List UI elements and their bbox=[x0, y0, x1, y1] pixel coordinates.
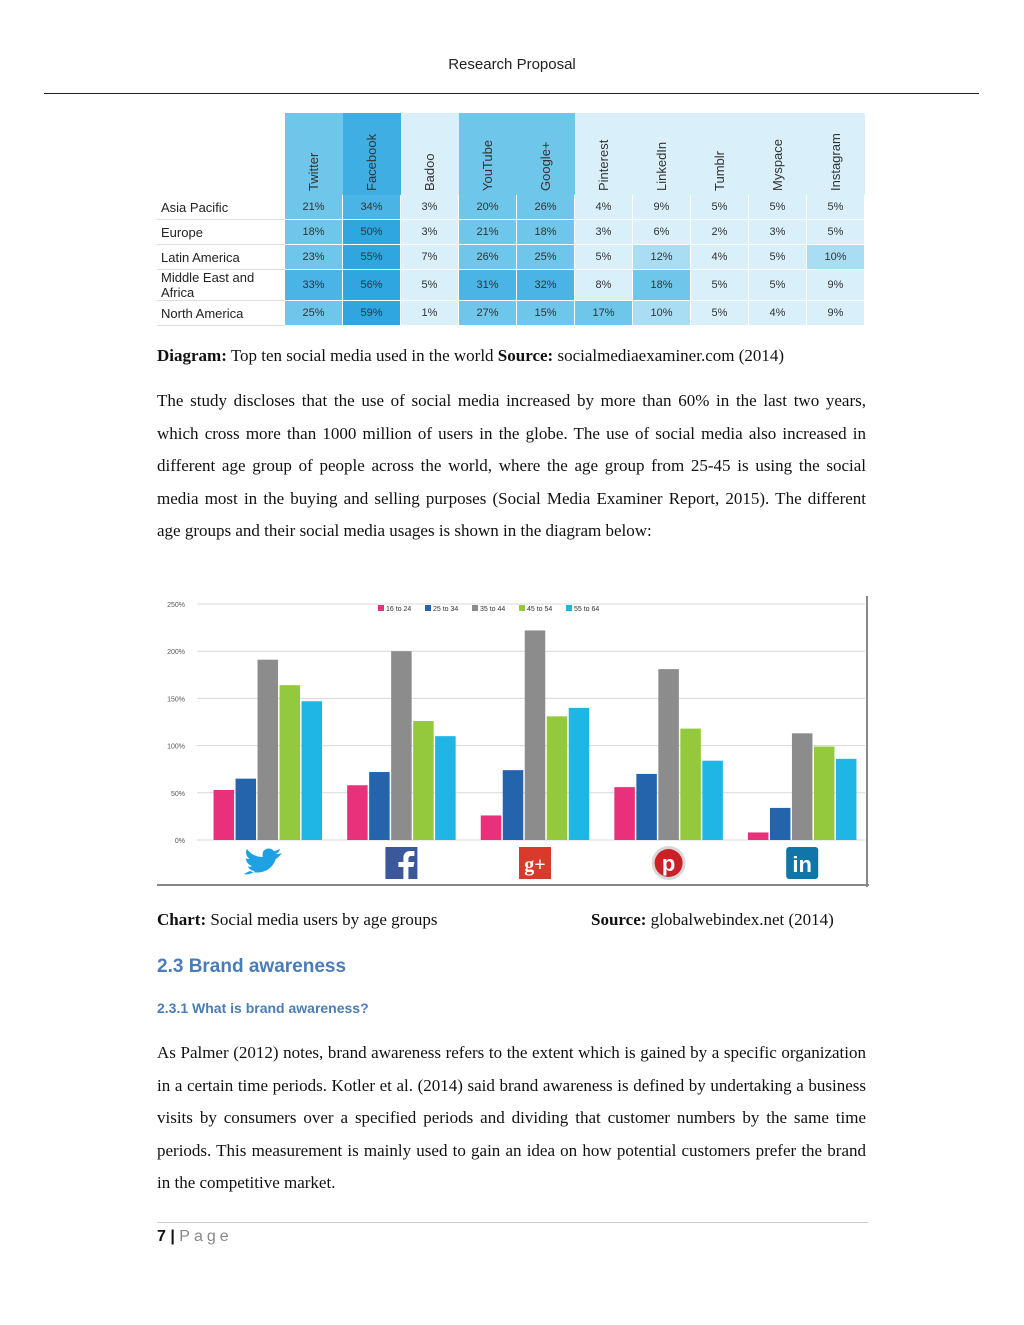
google-plus-icon bbox=[519, 847, 551, 879]
chart-caption-label: Chart: bbox=[157, 910, 207, 929]
table-cell: 15% bbox=[517, 301, 575, 326]
column-header bbox=[285, 113, 343, 195]
bar bbox=[435, 736, 456, 840]
column-header-label: YouTube bbox=[479, 139, 495, 191]
column-header-label: Facebook bbox=[363, 133, 379, 191]
table-row bbox=[157, 195, 865, 220]
column-header-label: Google+ bbox=[537, 141, 553, 191]
table-cell: 55% bbox=[343, 245, 401, 270]
table-cell: 26% bbox=[459, 245, 517, 270]
bar bbox=[814, 747, 835, 840]
y-tick-label: 250% bbox=[167, 602, 185, 609]
subsection-heading: 2.3.1 What is brand awareness? bbox=[157, 1000, 369, 1016]
column-header bbox=[517, 113, 575, 195]
table-cell: 18% bbox=[633, 270, 691, 301]
page-footer bbox=[157, 1228, 233, 1246]
bar bbox=[302, 701, 323, 840]
table-caption bbox=[157, 346, 784, 366]
table-cell: 9% bbox=[807, 270, 865, 301]
table-cell: 23% bbox=[285, 245, 343, 270]
age-group-chart bbox=[157, 596, 869, 887]
table-corner bbox=[157, 113, 285, 195]
bar bbox=[525, 630, 546, 840]
table-cell: 5% bbox=[807, 220, 865, 245]
row-region-label: North America bbox=[157, 301, 285, 326]
bar bbox=[347, 785, 368, 840]
row-region-label: Middle East and Africa bbox=[157, 270, 285, 301]
table-cell: 25% bbox=[285, 301, 343, 326]
page-word: Page bbox=[179, 1228, 233, 1245]
pinterest-icon-shape: p bbox=[661, 851, 676, 876]
footer-rule bbox=[157, 1222, 868, 1223]
table-cell: 4% bbox=[749, 301, 807, 326]
column-header-label: Instagram bbox=[827, 133, 843, 191]
table-cell: 5% bbox=[749, 245, 807, 270]
table-cell: 5% bbox=[807, 195, 865, 220]
table-cell: 21% bbox=[459, 220, 517, 245]
bar bbox=[836, 759, 857, 840]
bar bbox=[369, 772, 390, 840]
table-cell: 4% bbox=[575, 195, 633, 220]
table-cell: 18% bbox=[285, 220, 343, 245]
social-media-table bbox=[157, 113, 865, 326]
legend-label: 25 to 34 bbox=[433, 606, 459, 613]
chart-caption-source-text: globalwebindex.net (2014) bbox=[646, 910, 834, 929]
table-cell: 3% bbox=[401, 220, 459, 245]
legend-label: 35 to 44 bbox=[480, 606, 506, 613]
table-cell: 5% bbox=[749, 270, 807, 301]
table-cell: 9% bbox=[807, 301, 865, 326]
bar bbox=[569, 708, 590, 840]
chart-caption-text: Social media users by age groups bbox=[206, 910, 438, 929]
column-header bbox=[633, 113, 691, 195]
table-row bbox=[157, 270, 865, 301]
table-cell: 33% bbox=[285, 270, 343, 301]
google-plus-icon-shape: g+ bbox=[524, 854, 546, 876]
table-cell: 1% bbox=[401, 301, 459, 326]
y-tick-label: 100% bbox=[167, 743, 185, 751]
bar bbox=[547, 716, 568, 840]
caption-source-label: Source: bbox=[497, 346, 554, 365]
chart-svg bbox=[157, 596, 869, 887]
table-cell: 10% bbox=[807, 245, 865, 270]
table-cell: 50% bbox=[343, 220, 401, 245]
legend-swatch bbox=[425, 605, 431, 611]
bar bbox=[280, 685, 301, 840]
column-header bbox=[343, 113, 401, 195]
page-header: Research Proposal bbox=[448, 56, 576, 73]
bar bbox=[258, 660, 279, 840]
body-paragraph-1: The study discloses that the use of social media increased by more than 60% in the last two years, which cross more than 1000 million of users in the globe. The use of social media also increased in different age group of people across the world, where the age group from 25-45 is using the social media most in the buying and selling purposes (Social Media Examiner Report, 2015). The different age groups and their social media usages is shown in the diagram below: bbox=[157, 391, 866, 541]
table-cell: 59% bbox=[343, 301, 401, 326]
table-body bbox=[157, 195, 865, 326]
header-rule bbox=[44, 93, 979, 94]
bar bbox=[770, 808, 791, 840]
column-header-label: LinkedIn bbox=[653, 141, 669, 191]
bar bbox=[236, 779, 256, 840]
legend-swatch bbox=[566, 605, 572, 611]
bar bbox=[792, 733, 813, 840]
table-cell: 9% bbox=[633, 195, 691, 220]
table-cell: 3% bbox=[575, 220, 633, 245]
legend-swatch bbox=[472, 605, 478, 611]
column-header bbox=[401, 113, 459, 195]
y-tick-label: 150% bbox=[167, 696, 185, 704]
column-header bbox=[575, 113, 633, 195]
bar bbox=[413, 721, 434, 840]
table-cell: 7% bbox=[401, 245, 459, 270]
column-header-label: Tumblr bbox=[711, 151, 727, 191]
page-number: 7 bbox=[157, 1228, 166, 1245]
section-heading: 2.3 Brand awareness bbox=[157, 956, 347, 977]
table-cell: 27% bbox=[459, 301, 517, 326]
column-header bbox=[749, 113, 807, 195]
caption-source-text: socialmediaexaminer.com (2014) bbox=[553, 346, 785, 365]
legend-swatch bbox=[519, 605, 525, 611]
table-cell: 5% bbox=[575, 245, 633, 270]
bar bbox=[658, 669, 679, 840]
facebook-icon bbox=[385, 847, 417, 879]
table-cell: 26% bbox=[517, 195, 575, 220]
column-header-label: Pinterest bbox=[595, 139, 611, 191]
y-tick-label: 50% bbox=[170, 790, 185, 798]
table-cell: 5% bbox=[691, 195, 749, 220]
chart-caption-source bbox=[591, 910, 834, 930]
table-cell: 5% bbox=[401, 270, 459, 301]
table-cell: 32% bbox=[517, 270, 575, 301]
page-separator: | bbox=[165, 1228, 180, 1245]
chart-caption-source-label: Source: bbox=[591, 910, 647, 929]
bar bbox=[636, 774, 657, 840]
table-cell: 5% bbox=[691, 270, 749, 301]
column-header bbox=[691, 113, 749, 195]
row-region-label: Asia Pacific bbox=[157, 195, 285, 220]
table-header-row bbox=[157, 113, 865, 195]
table-cell: 31% bbox=[459, 270, 517, 301]
bar bbox=[214, 790, 235, 840]
pinterest-icon bbox=[652, 846, 686, 880]
table-cell: 3% bbox=[401, 195, 459, 220]
bar bbox=[748, 832, 769, 840]
caption-text: Top ten social media used in the world bbox=[226, 346, 498, 365]
y-tick-label: 0% bbox=[174, 838, 185, 845]
table-cell: 12% bbox=[633, 245, 691, 270]
table-cell: 17% bbox=[575, 301, 633, 326]
legend-label: 16 to 24 bbox=[386, 606, 412, 613]
table-cell: 10% bbox=[633, 301, 691, 326]
legend-swatch bbox=[378, 605, 384, 611]
table-cell: 2% bbox=[691, 220, 749, 245]
table-cell: 6% bbox=[633, 220, 691, 245]
column-header-label: Twitter bbox=[305, 152, 321, 191]
row-region-label: Europe bbox=[157, 220, 285, 245]
bar bbox=[702, 761, 723, 840]
table-cell: 20% bbox=[459, 195, 517, 220]
table-cell: 34% bbox=[343, 195, 401, 220]
table-cell: 25% bbox=[517, 245, 575, 270]
table-cell: 5% bbox=[691, 301, 749, 326]
linkedin-icon bbox=[786, 847, 818, 879]
caption-label: Diagram: bbox=[157, 346, 227, 365]
column-header-label: Myspace bbox=[769, 138, 785, 191]
bar bbox=[391, 651, 412, 840]
column-header bbox=[459, 113, 517, 195]
row-region-label: Latin America bbox=[157, 245, 285, 270]
table-cell: 8% bbox=[575, 270, 633, 301]
bar bbox=[481, 815, 502, 840]
table-row bbox=[157, 301, 865, 326]
legend-label: 45 to 54 bbox=[527, 606, 553, 613]
column-header-label: Badoo bbox=[421, 153, 437, 191]
legend-label: 55 to 64 bbox=[574, 606, 600, 613]
bar bbox=[503, 770, 524, 840]
table-row bbox=[157, 245, 865, 270]
linkedin-icon-shape: in bbox=[792, 852, 812, 877]
bar bbox=[614, 787, 635, 840]
body-paragraph-2: As Palmer (2012) notes, brand awareness refers to the extent which is gained by a specific organization in a certain time periods. Kotler et al. (2014) said brand awareness is defined by undertaking a business visits by consumers over a specified periods and dividing that customer numbers by the same time periods. This measurement is mainly used to gain an idea on how potential customers prefer the brand in the competitive market. bbox=[157, 1043, 866, 1193]
table-cell: 21% bbox=[285, 195, 343, 220]
table-cell: 4% bbox=[691, 245, 749, 270]
chart-caption bbox=[157, 910, 861, 930]
table-cell: 3% bbox=[749, 220, 807, 245]
y-tick-label: 200% bbox=[167, 649, 185, 657]
table-cell: 5% bbox=[749, 195, 807, 220]
table-cell: 18% bbox=[517, 220, 575, 245]
table-row bbox=[157, 220, 865, 245]
bar bbox=[680, 729, 701, 840]
table-cell: 56% bbox=[343, 270, 401, 301]
column-header bbox=[807, 113, 865, 195]
